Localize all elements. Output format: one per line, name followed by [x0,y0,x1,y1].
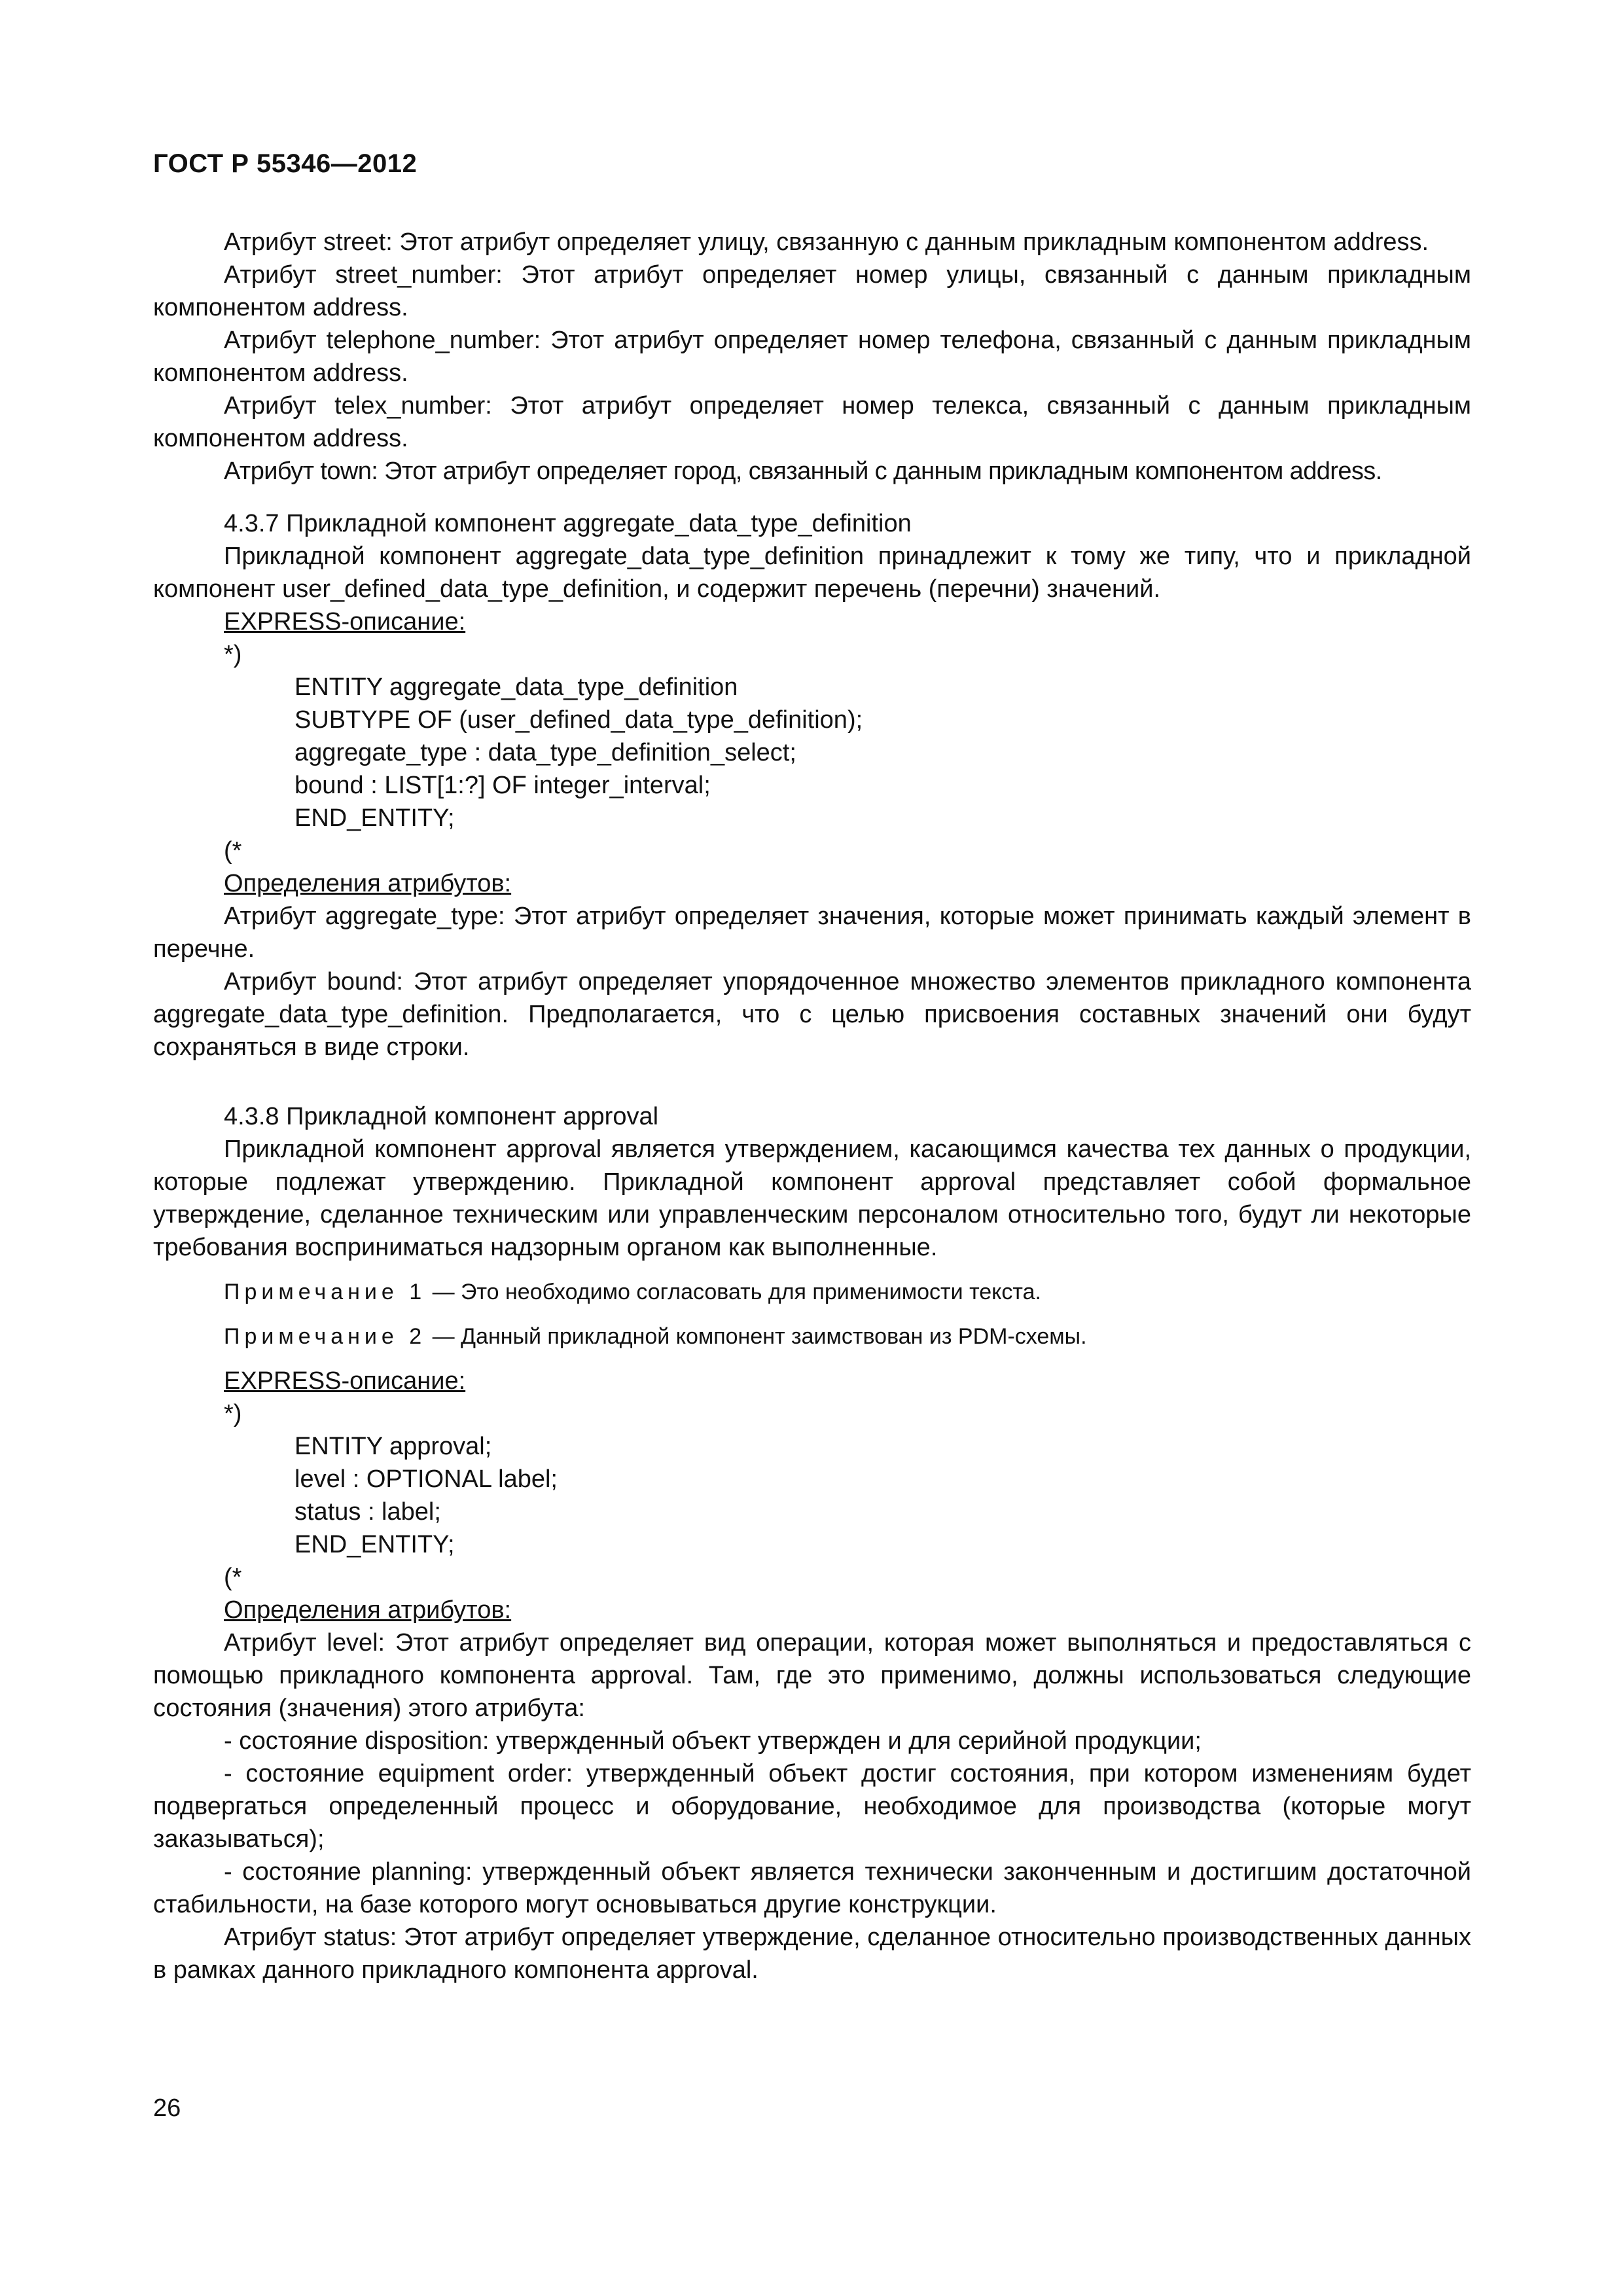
paragraph-town: Атрибут town: Этот атрибут определяет город, связанный с данным прикладным компонентом address. [224,457,1382,485]
code-line: status : label; [294,1498,441,1526]
attr-defs-label [153,1594,1471,1626]
paragraph-4-3-8-intro: Прикладной компонент approval является утверждением, касающимся качества тех данных о продукции, которые подлежат утверждению. Прикладной компонент approval представляет собой формальное утверждение, сделанное техническим или управленческим персоналом относительно того, будут ли некоторые требования восприниматься надзорным органом как выполненные. [153,1136,1471,1261]
note-2-label: Примечание 2 [224,1324,427,1349]
comment-close: (* [224,1564,242,1591]
page-number: 26 [153,2094,181,2122]
paragraph-street: Атрибут street: Этот атрибут определяет улицу, связанную с данным прикладным компонентом address. [224,228,1429,256]
code-line: ENTITY aggregate_data_type_definition [294,673,738,701]
paragraph-telephone-number: Атрибут telephone_number: Этот атрибут определяет номер телефона, связанный с данным прикладным компонентом address. [153,327,1471,387]
attr-defs-label-text: Определения атрибутов: [224,870,512,897]
note-2-text: — Данный прикладной компонент заимствован из PDM-схемы. [426,1324,1087,1349]
paragraph-telex-number: Атрибут telex_number: Этот атрибут определяет номер телекса, связанный с данным прикладным компонентом address. [153,392,1471,452]
code-line: aggregate_type : data_type_definition_select; [294,739,796,766]
note-1-text: — Это необходимо согласовать для применимости текста. [426,1280,1041,1304]
code-line: bound : LIST[1:?] OF integer_interval; [294,772,711,799]
express-label-text: EXPRESS-описание: [224,608,466,636]
code-line: END_ENTITY; [294,1531,455,1558]
comment-open: *) [224,641,242,668]
paragraph-status: Атрибут status: Этот атрибут определяет утверждение, сделанное относительно производственных данных в рамках данного прикладного компонента approval. [153,1924,1471,1984]
code-line: ENTITY approval; [294,1433,492,1460]
section-title-4-3-8: 4.3.8 Прикладной компонент approval [224,1103,659,1130]
comment-open: *) [224,1400,242,1427]
list-item-planning: - состояние planning: утвержденный объект является технически законченным и достигшим достаточной стабильности, на базе которого могут основываться другие конструкции. [153,1858,1471,1918]
code-line: SUBTYPE OF (user_defined_data_type_definition); [294,706,863,734]
attr-defs-label-text: Определения атрибутов: [224,1596,512,1624]
code-line: level : OPTIONAL label; [294,1465,558,1493]
express-label [153,605,1471,638]
list-item-disposition: - состояние disposition: утвержденный объект утвержден и для серийной продукции; [224,1727,1202,1755]
paragraph-level: Атрибут level: Этот атрибут определяет вид операции, которая может выполняться и предоставляться с помощью прикладного компонента approval. Там, где это применимо, должны использоваться следующие состояния (значения) этого атрибута: [153,1629,1471,1722]
code-block-aggregate [153,671,1471,834]
list-item-equipment-order: - состояние equipment order: утвержденный объект достиг состояния, при котором изменениям будет подвергаться определенный процесс и оборудование, необходимое для производства (которые могут заказываться); [153,1760,1471,1853]
document-body [153,226,1471,1986]
document-header: ГОСТ Р 55346—2012 [153,149,418,178]
express-label-text: EXPRESS-описание: [224,1367,466,1395]
code-block-approval [153,1430,1471,1561]
paragraph-street-number: Атрибут street_number: Этот атрибут определяет номер улицы, связанный с данным прикладным компонентом address. [153,261,1471,321]
attr-defs-label [153,867,1471,900]
note-1 [153,1276,1471,1308]
paragraph-4-3-7-intro: Прикладной компонент aggregate_data_type_definition принадлежит к тому же типу, что и прикладной компонент user_defined_data_type_definition, и содержит перечень (перечни) значений. [153,543,1471,603]
paragraph-aggregate-type: Атрибут aggregate_type: Этот атрибут определяет значения, которые может принимать каждый элемент в перечне. [153,903,1471,963]
note-1-label: Примечание 1 [224,1280,427,1304]
section-title-4-3-7: 4.3.7 Прикладной компонент aggregate_data_type_definition [224,510,912,537]
paragraph-bound: Атрибут bound: Этот атрибут определяет упорядоченное множество элементов прикладного компонента aggregate_data_type_definition. Предполагается, что с целью присвоения составных значений они будут сохраняться в виде строки. [153,968,1471,1061]
express-label [153,1365,1471,1397]
comment-close: (* [224,837,242,865]
note-2 [153,1320,1471,1353]
code-line: END_ENTITY; [294,804,455,832]
